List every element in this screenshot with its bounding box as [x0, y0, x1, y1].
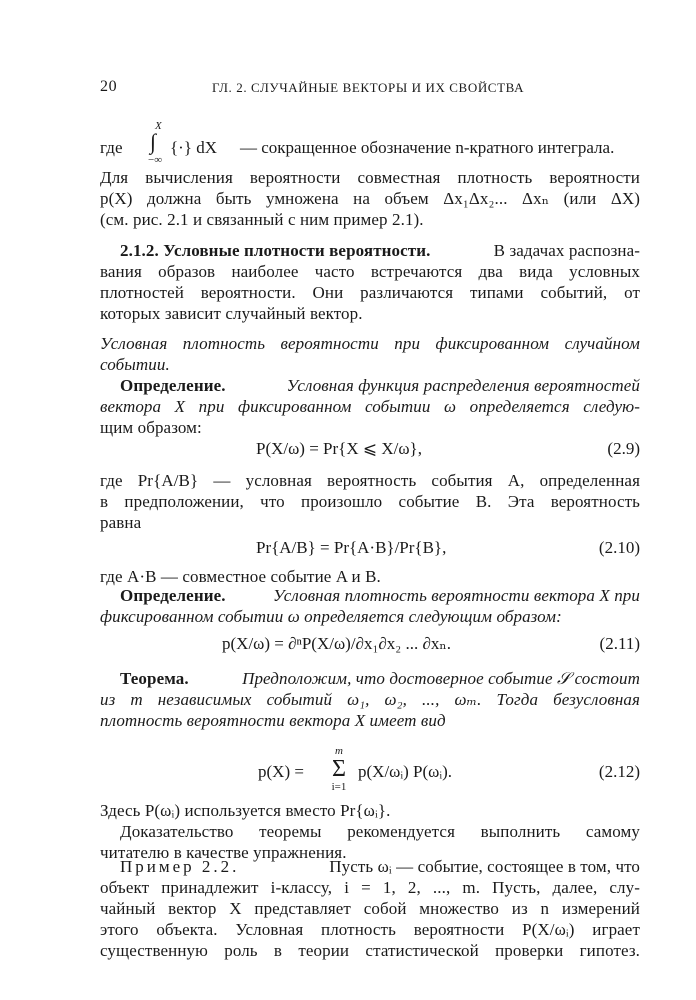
example-line1: [120, 856, 640, 878]
prob-line1: где Pr{A/B} — условная вероятность события A, определенная: [100, 471, 640, 490]
page-number: 20: [100, 78, 118, 95]
equation-2-9-number: (2.9): [607, 439, 640, 458]
section-line1: [120, 240, 640, 262]
running-title: ГЛ. 2. СЛУЧАЙНЫЕ ВЕКТОРЫ И ИХ СВОЙСТВА: [212, 80, 525, 95]
example-label: Пример 2.2.: [120, 857, 240, 876]
integral-lower-limit: −∞: [148, 154, 163, 166]
subheading-line1: Условная плотность вероятности при фиксированном случайном: [100, 334, 640, 353]
section-line1-rest: В задачах распозна-: [493, 241, 640, 260]
section-line2: вания образов наиболее часто встречаются два вида условных: [100, 262, 640, 281]
example-line3: чайный вектор X представляет собой множество из n измерений: [100, 899, 640, 918]
after-line1: Здесь P(ωᵢ) используется вместо Pr{ωᵢ}.: [100, 801, 391, 820]
section-title: 2.1.2. Условные плотности вероятности.: [120, 241, 431, 260]
example-line5: существенную роль в теории статистической проверки гипотез.: [100, 941, 640, 960]
prob-line3: равна: [100, 513, 142, 532]
def2-line1-rest: Условная плотность вероятности вектора X при: [272, 586, 640, 605]
def1-line1: [120, 375, 640, 397]
integral-sign: ∫: [150, 129, 157, 154]
sum-upper-limit: m: [335, 745, 343, 757]
para1-line1: Для вычисления вероятности совместная плотность вероятности: [100, 168, 640, 187]
theorem-line3: плотность вероятности вектора X имеет вид: [100, 711, 446, 730]
equation-2-12-rhs: p(X/ωᵢ) P(ωᵢ).: [358, 762, 453, 781]
equation-2-10-number: (2.10): [598, 538, 640, 557]
equation-2-12-number: (2.12): [598, 762, 640, 781]
def1-line3: щим образом:: [100, 418, 202, 437]
para1-line3: (см. рис. 2.1 и связанный с ним пример 2.1).: [100, 210, 424, 229]
section-line4: которых зависит случайный вектор.: [100, 304, 363, 323]
sum-lower-limit: i=1: [331, 781, 347, 793]
theorem-line1: [120, 668, 640, 690]
def2-line2: фиксированном событии ω определяется следующим образом:: [100, 607, 562, 626]
sum-sign: Σ: [332, 756, 346, 782]
theorem-line2: из m независимых событий ω₁, ω₂, ..., ωₘ. Тогда безусловная: [100, 690, 640, 709]
def1-label: Определение.: [120, 376, 226, 395]
theorem-line1-rest: Предположим, что достоверное событие 𝒮 состоит: [242, 669, 640, 688]
integral-description: — сокращенное обозначение n-кратного интеграла.: [240, 138, 615, 157]
prob-line2: в предположении, что произошло событие B. Эта вероятность: [100, 492, 640, 511]
subheading-line2: событии.: [100, 355, 170, 374]
example-line1-rest: Пусть ωᵢ — событие, состоящее в том, что: [329, 857, 640, 876]
integral-body: {·} dX: [170, 138, 218, 157]
section-line3: плотностей вероятности. Они различаются типами событий, от: [100, 283, 640, 302]
joint-line: где A·B — совместное событие A и B.: [100, 567, 381, 586]
def2-line1: [120, 585, 640, 607]
equation-2-12-lhs: p(X) =: [258, 762, 304, 781]
summation: [324, 745, 354, 793]
para1-line2: p(X) должна быть умножена на объем Δx₁Δx₂... Δxₙ (или ΔX): [100, 189, 640, 208]
after-line2: Доказательство теоремы рекомендуется выполнить самому: [120, 822, 640, 841]
def2-label: Определение.: [120, 586, 226, 605]
def1-line1-rest: Условная функция распределения вероятностей: [286, 376, 640, 395]
integral-upper-limit: X: [155, 120, 162, 132]
def1-line2: вектора X при фиксированном событии ω определяется следую-: [100, 397, 640, 416]
theorem-label: Теорема.: [120, 669, 189, 688]
equation-2-11-number: (2.11): [599, 634, 640, 653]
example-line2: объект принадлежит i-классу, i = 1, 2, ..., m. Пусть, далее, слу-: [100, 878, 640, 897]
equation-2-11: p(X/ω) = ∂ⁿP(X/ω)/∂x₁∂x₂ ... ∂xₙ.: [222, 634, 451, 653]
equation-2-9: P(X/ω) = Pr{X ⩽ X/ω},: [256, 439, 422, 458]
after-line3: читателю в качестве упражнения.: [100, 843, 347, 862]
gde-word: где: [100, 138, 123, 157]
example-line4: этого объекта. Условная плотность вероятности P(X/ωᵢ) играет: [100, 920, 640, 939]
equation-2-10: Pr{A/B} = Pr{A·B}/Pr{B},: [256, 538, 447, 557]
